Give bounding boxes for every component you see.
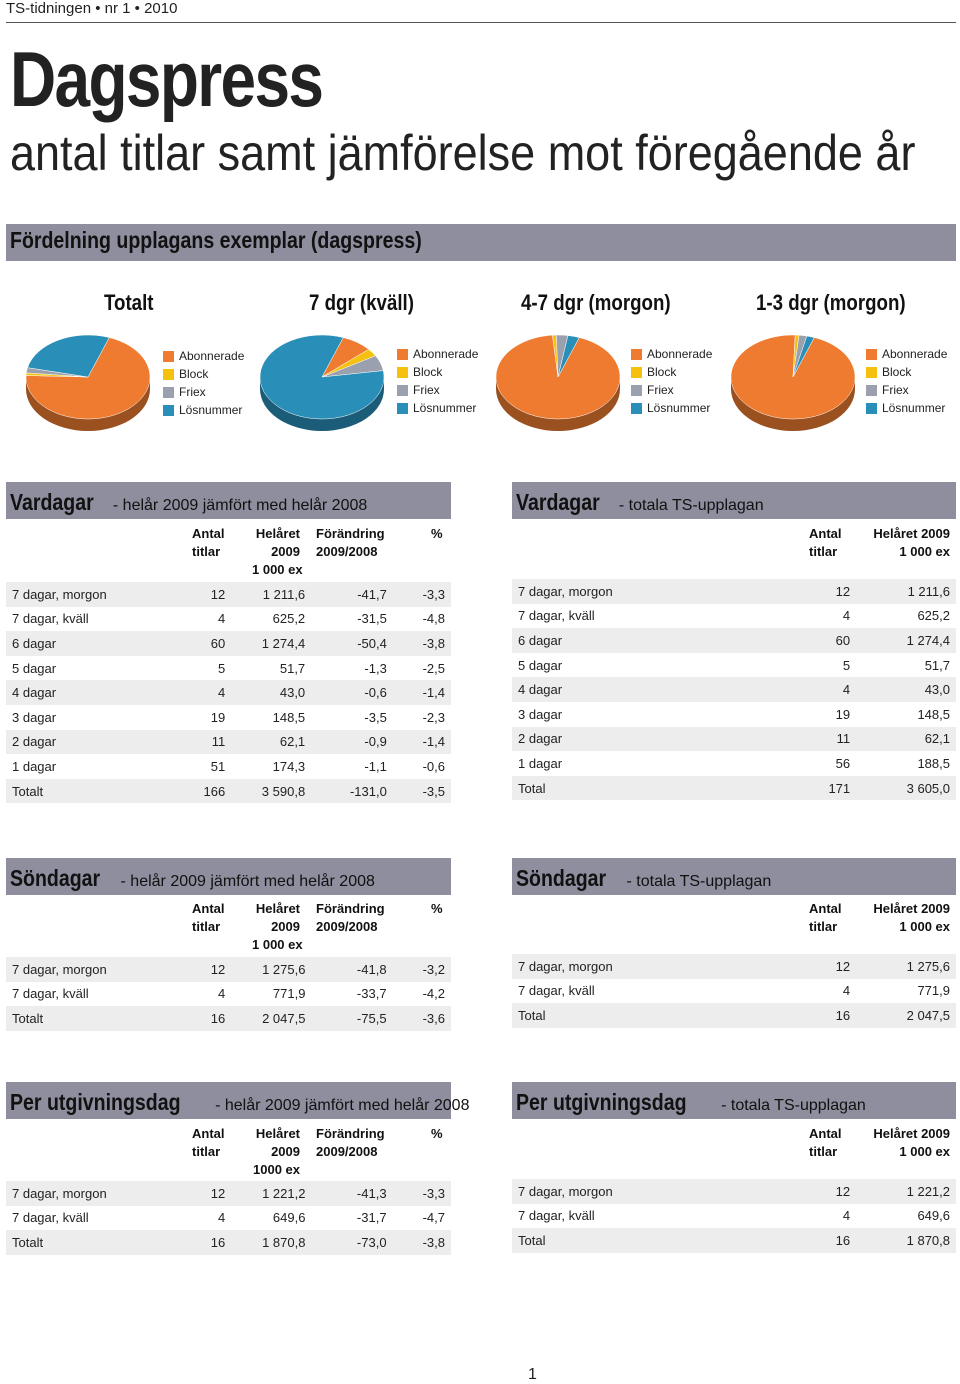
table-cell: -41,3	[311, 1181, 392, 1206]
legend-swatch-friex	[631, 385, 642, 396]
table-row	[512, 954, 956, 979]
per-tot-title: Per utgivningsdag	[516, 1089, 687, 1115]
row-label: 7 dagar, morgon	[512, 1179, 796, 1204]
per-cmp-title: Per utgivningsdag	[10, 1089, 181, 1115]
pie-chart-1-3dgr	[727, 332, 859, 436]
col-head-helaret: Helåret 2009 1 000 ex	[252, 901, 303, 952]
table-row	[6, 705, 451, 730]
table-row	[6, 1206, 451, 1231]
legend-friex: Friex	[413, 383, 440, 397]
table-cell: 3 590,8	[231, 779, 311, 804]
table-cell: 19	[795, 702, 856, 727]
table-row	[512, 628, 956, 653]
pie-legend-totalt	[163, 347, 244, 419]
legend-losnummer: Lösnummer	[647, 401, 711, 415]
col-head-procent: %	[431, 526, 443, 541]
legend-swatch-abonnerade	[631, 349, 642, 360]
col-head-antal: Antal titlar	[192, 901, 225, 934]
sondagar-tot-header	[512, 858, 956, 895]
row-label: 7 dagar, kväll	[6, 982, 178, 1007]
legend-abonnerade: Abonnerade	[179, 349, 245, 363]
legend-swatch-abonnerade	[397, 349, 408, 360]
col-head-forandring: Förändring 2009/2008	[316, 526, 385, 559]
table-cell: -3,8	[393, 631, 451, 656]
vardagar-cmp-title: Vardagar	[10, 489, 94, 515]
legend-abonnerade: Abonnerade	[413, 347, 479, 361]
table-cell: 4	[795, 677, 856, 702]
row-label: 7 dagar, kväll	[512, 1204, 796, 1229]
legend-swatch-losnummer	[397, 403, 408, 414]
table-cell: 51	[177, 754, 231, 779]
table-row	[6, 730, 451, 755]
per-tot-table	[512, 1179, 956, 1253]
table-row	[6, 680, 451, 705]
table-cell: -4,2	[393, 982, 451, 1007]
pie-title-7dgr-kvall: 7 dgr (kväll)	[309, 290, 414, 315]
table-cell: -3,2	[393, 957, 451, 982]
table-cell: -50,4	[311, 631, 393, 656]
per-tot-subtitle: - totala TS-upplagan	[721, 1097, 866, 1114]
sondagar-tot-subtitle: - totala TS-upplagan	[626, 873, 772, 890]
pie-title-4-7dgr: 4-7 dgr (morgon)	[521, 290, 671, 315]
row-label: 7 dagar, kväll	[6, 1206, 178, 1231]
legend-swatch-block	[163, 369, 174, 380]
legend-swatch-abonnerade	[163, 351, 174, 362]
row-label: Total	[512, 776, 795, 801]
table-cell: 62,1	[856, 727, 956, 752]
table-cell: -0,6	[311, 680, 393, 705]
table-cell: -41,8	[311, 957, 392, 982]
table-cell: 166	[177, 779, 231, 804]
sondagar-cmp-subtitle: - helår 2009 jämfört med helår 2008	[120, 873, 375, 890]
table-cell: 148,5	[856, 702, 956, 727]
row-label: 2 dagar	[512, 727, 795, 752]
col-head-helaret: Helåret 2009 1 000 ex	[252, 526, 303, 577]
row-label: Total	[512, 1228, 796, 1253]
pie-title-1-3dgr: 1-3 dgr (morgon)	[756, 290, 906, 315]
table-row	[6, 631, 451, 656]
table-cell: 11	[177, 730, 231, 755]
table-row	[6, 982, 451, 1007]
table-cell: 1 275,6	[231, 957, 311, 982]
table-cell: 4	[796, 979, 856, 1004]
pie-legend-1-3dgr	[866, 345, 947, 417]
table-cell: -2,3	[393, 705, 451, 730]
legend-swatch-block	[866, 367, 877, 378]
table-cell: 649,6	[231, 1206, 311, 1231]
row-label: 3 dagar	[6, 705, 177, 730]
table-cell: -33,7	[311, 982, 392, 1007]
per-cmp-subtitle: - helår 2009 jämfört med helår 2008	[215, 1097, 470, 1114]
legend-swatch-block	[631, 367, 642, 378]
table-row	[512, 1204, 956, 1229]
legend-friex: Friex	[647, 383, 674, 397]
pie-chart-totalt	[22, 332, 154, 436]
vardagar-cmp-header	[6, 482, 451, 519]
table-cell: 1 870,8	[231, 1230, 311, 1255]
row-label: 4 dagar	[6, 680, 177, 705]
col-head-antal: Antal titlar	[809, 901, 842, 934]
table-row	[6, 754, 451, 779]
table-cell: -31,7	[311, 1206, 392, 1231]
table-cell: -3,5	[311, 705, 393, 730]
table-cell: 12	[796, 954, 856, 979]
table-cell: -4,7	[393, 1206, 451, 1231]
table-row	[6, 779, 451, 804]
table-cell: 12	[178, 957, 231, 982]
row-label: 6 dagar	[6, 631, 177, 656]
sondagar-tot-table	[512, 954, 956, 1028]
vardagar-cmp-table	[6, 582, 451, 803]
table-cell: 12	[178, 1181, 231, 1206]
table-cell: 4	[177, 680, 231, 705]
table-cell: 771,9	[231, 982, 311, 1007]
table-row	[512, 579, 956, 604]
col-head-forandring: Förändring 2009/2008	[316, 901, 385, 934]
col-head-antal: Antal titlar	[192, 526, 225, 559]
row-label: Total	[512, 1003, 796, 1028]
table-cell: -73,0	[311, 1230, 392, 1255]
table-cell: 12	[177, 582, 231, 607]
table-row	[512, 702, 956, 727]
legend-abonnerade: Abonnerade	[882, 347, 948, 361]
table-cell: 11	[795, 727, 856, 752]
table-row	[6, 582, 451, 607]
table-cell: -1,4	[393, 730, 451, 755]
table-cell: 62,1	[231, 730, 311, 755]
pie-title-totalt: Totalt	[104, 290, 154, 315]
row-label: 7 dagar, morgon	[512, 954, 796, 979]
table-cell: 174,3	[231, 754, 311, 779]
table-cell: 43,0	[856, 677, 956, 702]
col-head-procent: %	[431, 901, 443, 916]
distribution-heading: Fördelning upplagans exemplar (dagspress)	[10, 227, 422, 253]
col-head-antal: Antal titlar	[192, 1126, 225, 1159]
table-cell: 1 274,4	[856, 628, 956, 653]
table-cell: 1 221,2	[856, 1179, 956, 1204]
table-cell: 2 047,5	[856, 1003, 956, 1028]
table-cell: 19	[177, 705, 231, 730]
table-cell: 51,7	[856, 653, 956, 678]
table-cell: 12	[795, 579, 856, 604]
legend-friex: Friex	[179, 385, 206, 399]
row-label: 4 dagar	[512, 677, 795, 702]
row-label: 7 dagar, morgon	[6, 1181, 178, 1206]
per-cmp-table	[6, 1181, 451, 1255]
legend-swatch-friex	[163, 387, 174, 398]
table-cell: -3,3	[393, 1181, 451, 1206]
legend-block: Block	[882, 365, 912, 379]
table-cell: 1 870,8	[856, 1228, 956, 1253]
legend-losnummer: Lösnummer	[413, 401, 477, 415]
row-label: 7 dagar, kväll	[512, 604, 795, 629]
row-label: 5 dagar	[512, 653, 795, 678]
legend-swatch-losnummer	[866, 403, 877, 414]
col-head-helaret: Helåret 2009 1000 ex	[253, 1126, 300, 1177]
pie-legend-4-7dgr	[631, 345, 712, 417]
legend-swatch-losnummer	[631, 403, 642, 414]
table-row	[512, 1003, 956, 1028]
legend-swatch-block	[397, 367, 408, 378]
table-cell: 3 605,0	[856, 776, 956, 801]
row-label: 2 dagar	[6, 730, 177, 755]
table-cell: -41,7	[311, 582, 393, 607]
legend-block: Block	[647, 365, 677, 379]
table-cell: 5	[795, 653, 856, 678]
row-label: 1 dagar	[512, 751, 795, 776]
table-row	[512, 653, 956, 678]
table-cell: -3,5	[393, 779, 451, 804]
table-row	[512, 1228, 956, 1253]
page-subtitle: antal titlar samt jämförelse mot föregående år	[10, 125, 916, 181]
table-cell: -1,3	[311, 656, 393, 681]
table-cell: 12	[796, 1179, 856, 1204]
table-cell: 649,6	[856, 1204, 956, 1229]
distribution-header-bar	[6, 224, 956, 261]
row-label: 7 dagar, morgon	[6, 957, 178, 982]
col-head-forandring: Förändring 2009/2008	[316, 1126, 385, 1159]
table-cell: 1 275,6	[856, 954, 956, 979]
table-cell: 60	[795, 628, 856, 653]
table-cell: 5	[177, 656, 231, 681]
table-cell: 16	[178, 1006, 231, 1031]
table-cell: 51,7	[231, 656, 311, 681]
col-head-helaret-2009: Helåret 2009 1 000 ex	[873, 1126, 950, 1159]
row-label: 1 dagar	[6, 754, 177, 779]
row-label: 6 dagar	[512, 628, 795, 653]
vardagar-tot-title: Vardagar	[516, 489, 600, 515]
row-label: 7 dagar, kväll	[6, 607, 177, 632]
row-label: 5 dagar	[6, 656, 177, 681]
table-cell: 16	[796, 1003, 856, 1028]
table-row	[6, 607, 451, 632]
table-row	[512, 776, 956, 801]
table-cell: -0,6	[393, 754, 451, 779]
table-cell: -3,6	[393, 1006, 451, 1031]
per-tot-header	[512, 1082, 956, 1119]
table-cell: 56	[795, 751, 856, 776]
table-cell: -3,8	[393, 1230, 451, 1255]
table-cell: -131,0	[311, 779, 393, 804]
col-head-helaret-2009: Helåret 2009 1 000 ex	[873, 526, 950, 559]
table-cell: -4,8	[393, 607, 451, 632]
table-cell: -31,5	[311, 607, 393, 632]
col-head-antal: Antal titlar	[809, 1126, 842, 1159]
table-cell: -0,9	[311, 730, 393, 755]
row-label: Totalt	[6, 1006, 178, 1031]
legend-abonnerade: Abonnerade	[647, 347, 713, 361]
legend-swatch-abonnerade	[866, 349, 877, 360]
sondagar-cmp-table	[6, 957, 451, 1031]
legend-friex: Friex	[882, 383, 909, 397]
vardagar-cmp-subtitle: - helår 2009 jämfört med helår 2008	[112, 497, 368, 514]
row-label: 7 dagar, kväll	[512, 979, 796, 1004]
vardagar-tot-subtitle: - totala TS-upplagan	[618, 497, 764, 514]
table-cell: 171	[795, 776, 856, 801]
per-cmp-header	[6, 1082, 470, 1119]
legend-swatch-losnummer	[163, 405, 174, 416]
table-cell: 188,5	[856, 751, 956, 776]
vardagar-tot-table	[512, 579, 956, 800]
masthead: TS-tidningen • nr 1 • 2010	[6, 0, 178, 17]
page-number: 1	[528, 1366, 537, 1383]
legend-block: Block	[413, 365, 443, 379]
legend-block: Block	[179, 367, 209, 381]
pie-chart-4-7dgr	[492, 332, 624, 436]
legend-swatch-friex	[397, 385, 408, 396]
table-row	[512, 604, 956, 629]
table-cell: -1,1	[311, 754, 393, 779]
table-cell: -2,5	[393, 656, 451, 681]
row-label: Totalt	[6, 1230, 178, 1255]
col-head-helaret-2009: Helåret 2009 1 000 ex	[873, 901, 950, 934]
table-row	[6, 957, 451, 982]
table-row	[6, 656, 451, 681]
table-cell: 1 211,6	[231, 582, 311, 607]
table-cell: 1 274,4	[231, 631, 311, 656]
sondagar-cmp-header	[6, 858, 451, 895]
table-cell: 16	[178, 1230, 231, 1255]
table-cell: 1 221,2	[231, 1181, 311, 1206]
col-head-antal: Antal titlar	[809, 526, 842, 559]
pie-legend-7dgr-kvall	[397, 345, 478, 417]
table-row	[512, 751, 956, 776]
row-label: 7 dagar, morgon	[512, 579, 795, 604]
table-row	[6, 1181, 451, 1206]
table-cell: -3,3	[393, 582, 451, 607]
table-cell: 2 047,5	[231, 1006, 311, 1031]
table-cell: 43,0	[231, 680, 311, 705]
table-cell: 16	[796, 1228, 856, 1253]
legend-losnummer: Lösnummer	[882, 401, 946, 415]
table-cell: -75,5	[311, 1006, 392, 1031]
table-row	[512, 979, 956, 1004]
table-cell: 1 211,6	[856, 579, 956, 604]
table-row	[6, 1006, 451, 1031]
table-row	[512, 677, 956, 702]
table-row	[512, 727, 956, 752]
vardagar-tot-header	[512, 482, 956, 519]
table-cell: -1,4	[393, 680, 451, 705]
table-cell: 4	[177, 607, 231, 632]
legend-swatch-friex	[866, 385, 877, 396]
col-head-procent: %	[431, 1126, 443, 1141]
row-label: Totalt	[6, 779, 177, 804]
table-cell: 625,2	[856, 604, 956, 629]
pie-chart-7dgr-kvall	[256, 332, 388, 436]
table-cell: 148,5	[231, 705, 311, 730]
table-cell: 625,2	[231, 607, 311, 632]
header-rule	[6, 22, 956, 23]
table-cell: 4	[795, 604, 856, 629]
sondagar-cmp-title: Söndagar	[10, 865, 101, 891]
table-cell: 4	[796, 1204, 856, 1229]
table-cell: 4	[178, 982, 231, 1007]
table-cell: 60	[177, 631, 231, 656]
table-cell: 771,9	[856, 979, 956, 1004]
page-title: Dagspress	[10, 35, 323, 123]
row-label: 7 dagar, morgon	[6, 582, 177, 607]
legend-losnummer: Lösnummer	[179, 403, 243, 417]
sondagar-tot-title: Söndagar	[516, 865, 607, 891]
table-cell: 4	[178, 1206, 231, 1231]
table-row	[6, 1230, 451, 1255]
table-row	[512, 1179, 956, 1204]
row-label: 3 dagar	[512, 702, 795, 727]
